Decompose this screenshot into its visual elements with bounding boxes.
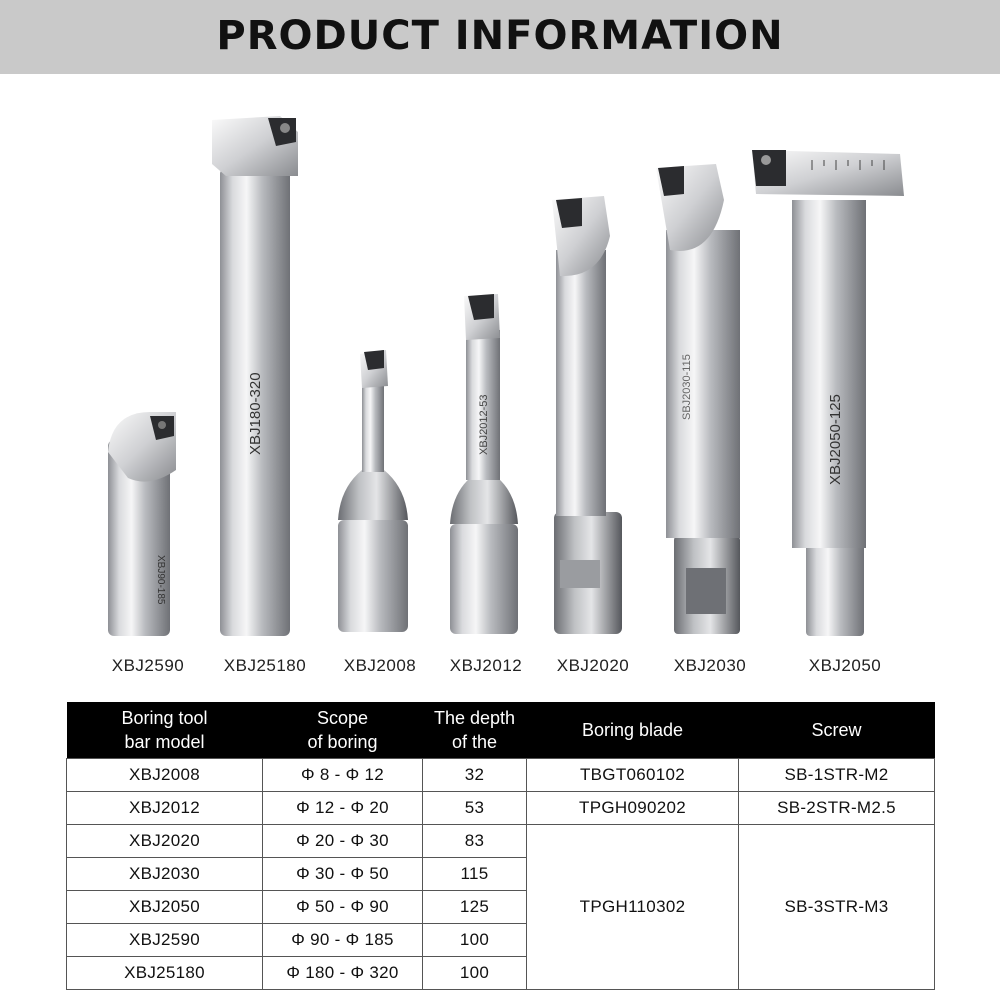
- tool-label-xbj2020: XBJ2020: [556, 656, 630, 675]
- cell-blade: TBGT060102: [527, 758, 739, 791]
- header-blade: Boring blade: [527, 702, 739, 758]
- header-depth-line2: of the: [451, 731, 498, 752]
- cell-model: XBJ2030: [67, 857, 263, 890]
- table-row: [67, 824, 935, 857]
- cell-model: XBJ25180: [67, 956, 263, 989]
- cell-depth: 115: [423, 857, 527, 890]
- tool-xbj2012: [450, 294, 518, 634]
- title-banner: [0, 0, 1000, 74]
- tool-label-xbj2050: XBJ2050: [808, 656, 882, 675]
- cell-depth: 100: [423, 923, 527, 956]
- cell-model: XBJ2020: [67, 824, 263, 857]
- cell-blade-merged: TPGH110302: [527, 824, 739, 989]
- engraving-xbj2590: XBJ90-185: [155, 555, 166, 605]
- header-depth: [423, 702, 527, 758]
- header-scope-line2: of boring: [307, 731, 378, 752]
- engraving-xbj25180: XBJ180-320: [247, 372, 264, 455]
- cell-scope: Φ 8 - Φ 12: [263, 758, 423, 791]
- table-row: [67, 758, 935, 791]
- tool-label-xbj2030: XBJ2030: [673, 656, 747, 675]
- header-model: [67, 702, 263, 758]
- tool-label-xbj25180: XBJ25180: [223, 656, 307, 675]
- product-photo: [0, 100, 1000, 648]
- tool-xbj2008: [338, 350, 408, 632]
- cell-screw: SB-1STR-M2: [739, 758, 935, 791]
- header-model-line2: bar model: [124, 731, 205, 752]
- tool-xbj2590: [108, 412, 176, 636]
- tool-xbj2020: [552, 196, 622, 634]
- cell-scope: Φ 50 - Φ 90: [263, 890, 423, 923]
- header-model-line1: Boring tool: [121, 707, 208, 728]
- cell-scope: Φ 90 - Φ 185: [263, 923, 423, 956]
- cell-screw-merged: SB-3STR-M3: [739, 824, 935, 989]
- cell-scope: Φ 12 - Φ 20: [263, 791, 423, 824]
- tool-label-xbj2008: XBJ2008: [343, 656, 417, 675]
- cell-model: XBJ2050: [67, 890, 263, 923]
- cell-model: XBJ2590: [67, 923, 263, 956]
- page-title: PRODUCT INFORMATION: [216, 13, 784, 59]
- cell-scope: Φ 20 - Φ 30: [263, 824, 423, 857]
- cell-scope: Φ 30 - Φ 50: [263, 857, 423, 890]
- tool-xbj25180: [212, 116, 298, 636]
- cell-depth: 53: [423, 791, 527, 824]
- tool-label-xbj2012: XBJ2012: [449, 656, 523, 675]
- cell-depth: 125: [423, 890, 527, 923]
- engraving-xbj2012: XBJ2012-53: [478, 394, 490, 455]
- engraving-xbj2030: SBJ2030-115: [681, 354, 693, 420]
- spec-table: [66, 702, 935, 990]
- table-row: [67, 791, 935, 824]
- cell-depth: 100: [423, 956, 527, 989]
- cell-depth: 83: [423, 824, 527, 857]
- engraving-xbj2050: XBJ2050-125: [827, 394, 844, 485]
- cell-model: XBJ2012: [67, 791, 263, 824]
- cell-screw: SB-2STR-M2.5: [739, 791, 935, 824]
- tool-xbj2030: [656, 164, 740, 634]
- cell-model: XBJ2008: [67, 758, 263, 791]
- cell-scope: Φ 180 - Φ 320: [263, 956, 423, 989]
- header-depth-line1: The depth: [433, 707, 516, 728]
- cell-blade: TPGH090202: [527, 791, 739, 824]
- tool-label-xbj2590: XBJ2590: [111, 656, 185, 675]
- header-scope-line1: Scope: [316, 707, 369, 728]
- header-screw: Screw: [739, 702, 935, 758]
- cell-depth: 32: [423, 758, 527, 791]
- tool-xbj2050: [752, 150, 904, 636]
- table-header-row: [67, 702, 935, 758]
- header-scope: [263, 702, 423, 758]
